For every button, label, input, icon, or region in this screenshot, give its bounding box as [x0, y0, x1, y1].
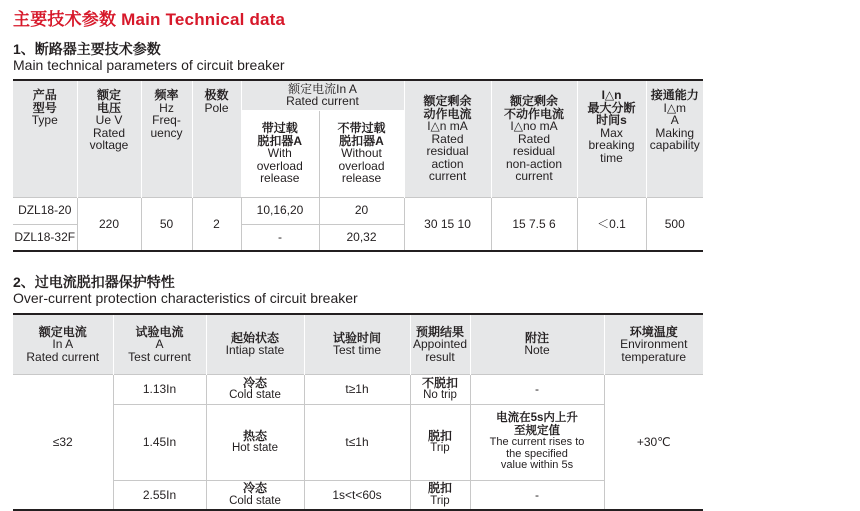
note-cell: - — [470, 480, 604, 510]
making-cell: 500 — [646, 197, 703, 251]
circuit-breaker-table — [13, 79, 703, 252]
environment-cell: +30℃ — [604, 374, 703, 510]
note-cell: - — [470, 374, 604, 404]
frequency-cell: 50 — [141, 197, 192, 251]
type-cell: DZL18-32F — [13, 224, 77, 251]
header-test-time: 试验时间 Test time — [304, 314, 410, 374]
header-environment: 环境温度 Environment temperature — [604, 314, 703, 374]
initial-state-cell: 冷态 Cold state — [206, 480, 304, 510]
header-type: 产品 型号 Type — [13, 80, 77, 197]
header-break-time: I△n 最大分断 时间s Max breaking time — [577, 80, 646, 197]
protection-characteristics-table — [13, 313, 703, 511]
header-note: 附注 Note — [470, 314, 604, 374]
pole-cell: 2 — [192, 197, 241, 251]
test-time-cell: 1s<t<60s — [304, 480, 410, 510]
with-release-cell: - — [241, 224, 319, 251]
residual-nonaction-cell: 15 7.5 6 — [491, 197, 577, 251]
header-voltage: 额定 电压 Ue V Rated voltage — [77, 80, 141, 197]
test-current-cell: 1.45In — [113, 404, 206, 480]
header-rated-current: 额定电流In A Rated current — [241, 80, 404, 110]
section2-title-en: Over-current protection characteristics of circuit breaker — [13, 290, 358, 306]
result-cell: 脱扣 Trip — [410, 404, 470, 480]
header-with-release: 带过载 脱扣器A With overload release — [241, 110, 319, 197]
break-time-cell: ＜0.1 — [577, 197, 646, 251]
residual-action-cell: 30 15 10 — [404, 197, 491, 251]
initial-state-cell: 冷态 Cold state — [206, 374, 304, 404]
with-release-cell: 10,16,20 — [241, 197, 319, 224]
header-test-current: 试验电流 A Test current — [113, 314, 206, 374]
type-cell: DZL18-20 — [13, 197, 77, 224]
without-release-cell: 20,32 — [319, 224, 404, 251]
voltage-cell: 220 — [77, 197, 141, 251]
result-cell: 脱扣 Trip — [410, 480, 470, 510]
page-title: 主要技术参数 Main Technical data — [13, 10, 286, 29]
header-appointed-result: 预期结果 Appointed result — [410, 314, 470, 374]
without-release-cell: 20 — [319, 197, 404, 224]
header-rated-current: 额定电流 In A Rated current — [13, 314, 113, 374]
result-cell: 不脱扣 No trip — [410, 374, 470, 404]
header-without-release: 不带过载 脱扣器A Without overload release — [319, 110, 404, 197]
section1-title-cn: 1、断路器主要技术参数 — [13, 41, 161, 57]
initial-state-cell: 热态 Hot state — [206, 404, 304, 480]
test-time-cell: t≤1h — [304, 404, 410, 480]
test-current-cell: 2.55In — [113, 480, 206, 510]
rated-current-cell: ≤32 — [13, 374, 113, 510]
header-frequency: 频率 Hz Freq- uency — [141, 80, 192, 197]
test-time-cell: t≥1h — [304, 374, 410, 404]
header-residual-action: 额定剩余 动作电流 I△n mA Rated residual action current — [404, 80, 491, 197]
section2-title-cn: 2、过电流脱扣器保护特性 — [13, 274, 175, 290]
header-residual-nonaction: 额定剩余 不动作电流 I△no mA Rated residual non-action current — [491, 80, 577, 197]
note-cell: 电流在5s内上升 至规定值 The current rises to the specified value within 5s — [470, 404, 604, 480]
header-making: 接通能力 I△m A Making capability — [646, 80, 703, 197]
test-current-cell: 1.13In — [113, 374, 206, 404]
section1-title-en: Main technical parameters of circuit breaker — [13, 57, 285, 73]
header-initial-state: 起始状态 Intiap state — [206, 314, 304, 374]
header-pole: 极数 Pole — [192, 80, 241, 197]
